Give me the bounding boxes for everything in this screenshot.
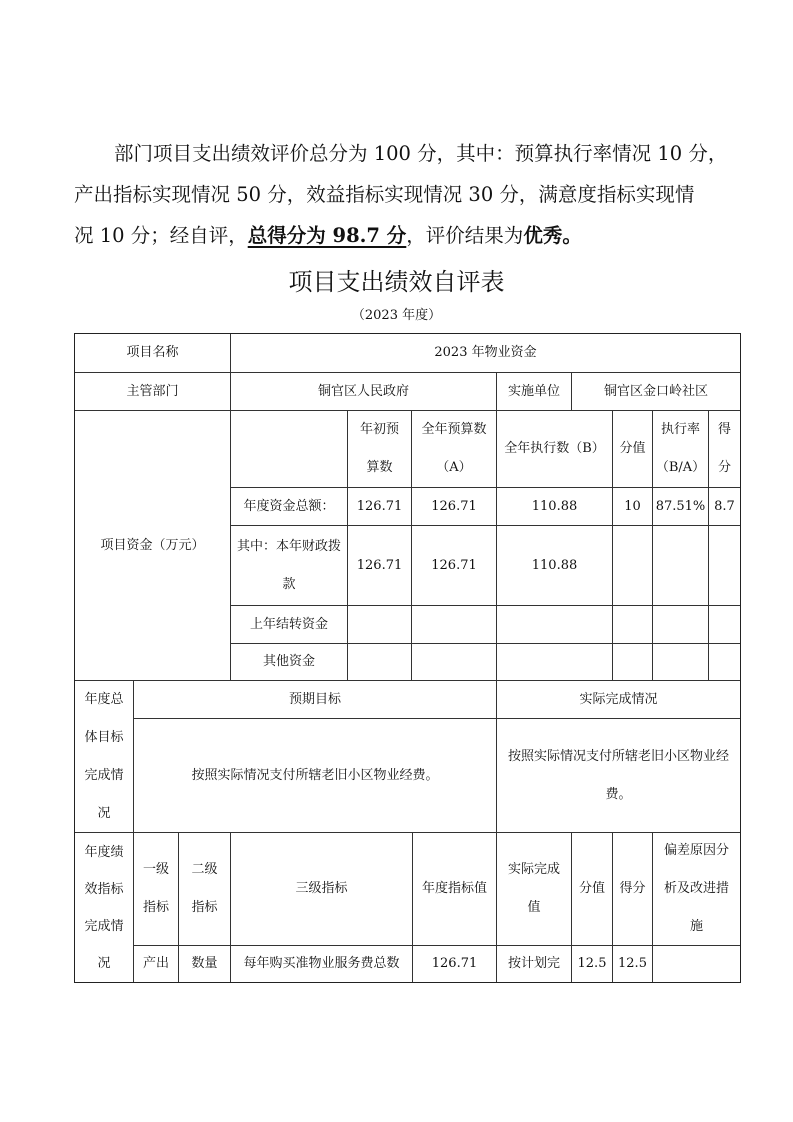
header-points — [571, 832, 613, 946]
cell-text: 全年执行数（B） — [504, 441, 605, 456]
goal-actual-header — [496, 680, 741, 719]
cell-text: 分值 — [619, 441, 646, 456]
cell-text: （A） — [436, 460, 472, 475]
cell-text: 二级 — [191, 862, 218, 877]
funds-row-initial — [347, 605, 412, 644]
cell-text: 执行率 — [660, 422, 700, 437]
header-deviation — [652, 832, 741, 946]
header-score — [612, 832, 653, 946]
funds-row-label — [230, 525, 348, 606]
cell-text: 分 — [717, 460, 731, 475]
cell-text: 项目资金（万元） — [100, 537, 205, 553]
funds-row-score — [708, 525, 741, 606]
cell-text: 实施单位 — [507, 383, 560, 399]
cell-text: 铜官区金口岭社区 — [603, 383, 708, 399]
cell-text: 年度资金总额： — [243, 498, 335, 514]
funds-row-executed — [496, 525, 613, 606]
cell-text: 效指标 — [84, 881, 124, 897]
cell-text: 三级指标 — [295, 881, 348, 896]
cell-text: 126.71 — [431, 557, 477, 573]
header-rate — [652, 410, 709, 488]
dept-label — [74, 372, 231, 411]
cell-text: 得 — [717, 422, 731, 437]
cell-text: 110.88 — [531, 498, 578, 514]
cell-text: 体目标 — [84, 729, 124, 745]
funds-row-initial — [347, 643, 412, 681]
total-score: 总得分为 98.7 分 — [247, 224, 407, 247]
header-level3 — [230, 832, 413, 946]
funds-row-annual — [411, 525, 497, 606]
summary-line-2: 产出指标实现情况 50 分，效益指标实现情况 30 分，满意度指标实现情 — [74, 183, 695, 206]
cell-text: 完成情 — [84, 918, 124, 934]
cell-text: 算数 — [366, 460, 393, 475]
cell-text: 全年预算数 — [421, 422, 487, 437]
cell-text: 上年结转资金 — [249, 616, 328, 632]
cell-text: 按计划完 — [507, 956, 560, 971]
summary-prefix: 况 10 分；经自评， — [74, 224, 248, 247]
goal-actual-value — [496, 718, 741, 833]
cell-text: 2023 年物业资金 — [434, 345, 537, 360]
funds-row-executed — [496, 643, 613, 681]
cell-text: 数量 — [191, 956, 218, 971]
funds-row-label — [230, 643, 348, 681]
cell-text: 126.71 — [356, 557, 403, 573]
cell-text: 况 — [97, 955, 111, 971]
header-target — [412, 832, 497, 946]
summary-line-3 — [74, 215, 746, 256]
cell-text: 值 — [527, 900, 541, 915]
funds-label — [74, 410, 231, 681]
funds-row-label — [230, 605, 348, 644]
cell-text: 完成情 — [84, 767, 124, 783]
cell-text: 主管部门 — [126, 383, 179, 399]
indicator-level3 — [230, 945, 413, 983]
funds-row-annual — [411, 643, 497, 681]
cell-text: 年初预 — [359, 422, 399, 437]
cell-text: 况 — [97, 805, 111, 821]
cell-text: 指标 — [191, 900, 218, 915]
cell-text: 分值 — [578, 881, 605, 896]
funds-row-score — [708, 605, 741, 644]
cell-text: 费。 — [605, 786, 632, 802]
cell-text: 110.88 — [531, 557, 578, 573]
cell-text: 87.51% — [655, 498, 706, 514]
indicator-target — [412, 945, 497, 983]
project-name-value — [230, 333, 741, 373]
funds-row-rate — [652, 643, 709, 681]
dept-value — [230, 372, 497, 411]
funds-row-label — [230, 487, 348, 526]
cell-text: 10 — [624, 498, 641, 514]
cell-text: 实际完成情况 — [579, 691, 658, 707]
evaluation-result: 优秀。 — [523, 224, 582, 247]
header-level2 — [178, 832, 231, 946]
goal-label — [74, 680, 134, 833]
funds-row-rate — [652, 525, 709, 606]
funds-row-points — [612, 643, 653, 681]
cell-text: 析及改进措 — [663, 881, 729, 896]
header-actual — [496, 832, 572, 946]
goal-expected-value — [133, 718, 497, 833]
form-title: 项目支出绩效自评表 — [288, 268, 505, 296]
funds-row-score — [708, 487, 741, 526]
indicator-level1 — [133, 945, 179, 983]
cell-text: 12.5 — [618, 956, 647, 971]
cell-text: 其他资金 — [262, 654, 315, 669]
cell-text: 126.71 — [431, 956, 478, 971]
cell-text: 得分 — [619, 881, 646, 896]
cell-text: 8.7 — [714, 498, 735, 514]
cell-text: 施 — [689, 919, 703, 934]
cell-text: 12.5 — [577, 956, 607, 971]
indicator-level2 — [178, 945, 231, 983]
cell-text: 126.71 — [356, 498, 403, 514]
cell-text: 其中：本年财政拨 — [236, 538, 341, 554]
indicator-score — [612, 945, 653, 983]
cell-text: 年度绩 — [84, 844, 124, 860]
funds-header-blank — [230, 410, 348, 488]
cell-text: 年度总 — [84, 691, 124, 707]
header-points — [612, 410, 653, 488]
cell-text: 偏差原因分 — [663, 843, 729, 858]
header-annual-budget — [411, 410, 497, 488]
cell-text: 铜官区人民政府 — [317, 383, 409, 399]
cell-text: 指标 — [142, 900, 169, 915]
impl-unit-label — [496, 372, 572, 411]
funds-row-points — [612, 525, 653, 606]
cell-text: 实际完成 — [507, 862, 560, 877]
funds-row-rate — [652, 605, 709, 644]
cell-text: 每年购买准物业服务费总数 — [243, 956, 400, 971]
summary-line-1: 部门项目支出绩效评价总分为 100 分，其中：预算执行率情况 10 分， — [114, 142, 728, 165]
header-initial-budget — [347, 410, 412, 488]
header-level1 — [133, 832, 179, 946]
cell-text: 126.71 — [431, 498, 477, 514]
cell-text: 款 — [282, 576, 296, 592]
funds-row-initial — [347, 525, 412, 606]
header-executed — [496, 410, 613, 488]
form-year: （2023 年度） — [351, 308, 442, 323]
goal-expected-header — [133, 680, 497, 719]
funds-row-rate — [652, 487, 709, 526]
funds-row-executed — [496, 605, 613, 644]
funds-row-points — [612, 605, 653, 644]
funds-row-annual — [411, 605, 497, 644]
header-score — [708, 410, 741, 488]
impl-unit-value — [571, 372, 741, 411]
cell-text: 项目名称 — [126, 345, 179, 360]
funds-row-executed — [496, 487, 613, 526]
cell-text: 一级 — [142, 862, 169, 877]
indicator-actual — [496, 945, 572, 983]
funds-row-score — [708, 643, 741, 681]
summary-mid: ，评价结果为 — [406, 224, 524, 247]
summary-paragraph — [74, 133, 746, 256]
funds-row-points — [612, 487, 653, 526]
indicator-label — [74, 832, 134, 983]
indicator-deviation — [652, 945, 741, 983]
cell-text: 按照实际情况支付所辖老旧小区物业经 — [507, 748, 729, 764]
cell-text: 按照实际情况支付所辖老旧小区物业经费。 — [191, 767, 439, 783]
funds-row-initial — [347, 487, 412, 526]
cell-text: （B/A） — [655, 460, 706, 475]
funds-row-annual — [411, 487, 497, 526]
cell-text: 产出 — [142, 956, 169, 971]
cell-text: 年度指标值 — [421, 881, 487, 896]
project-name-label — [74, 333, 231, 373]
indicator-points — [571, 945, 613, 983]
cell-text: 预期目标 — [288, 691, 341, 707]
